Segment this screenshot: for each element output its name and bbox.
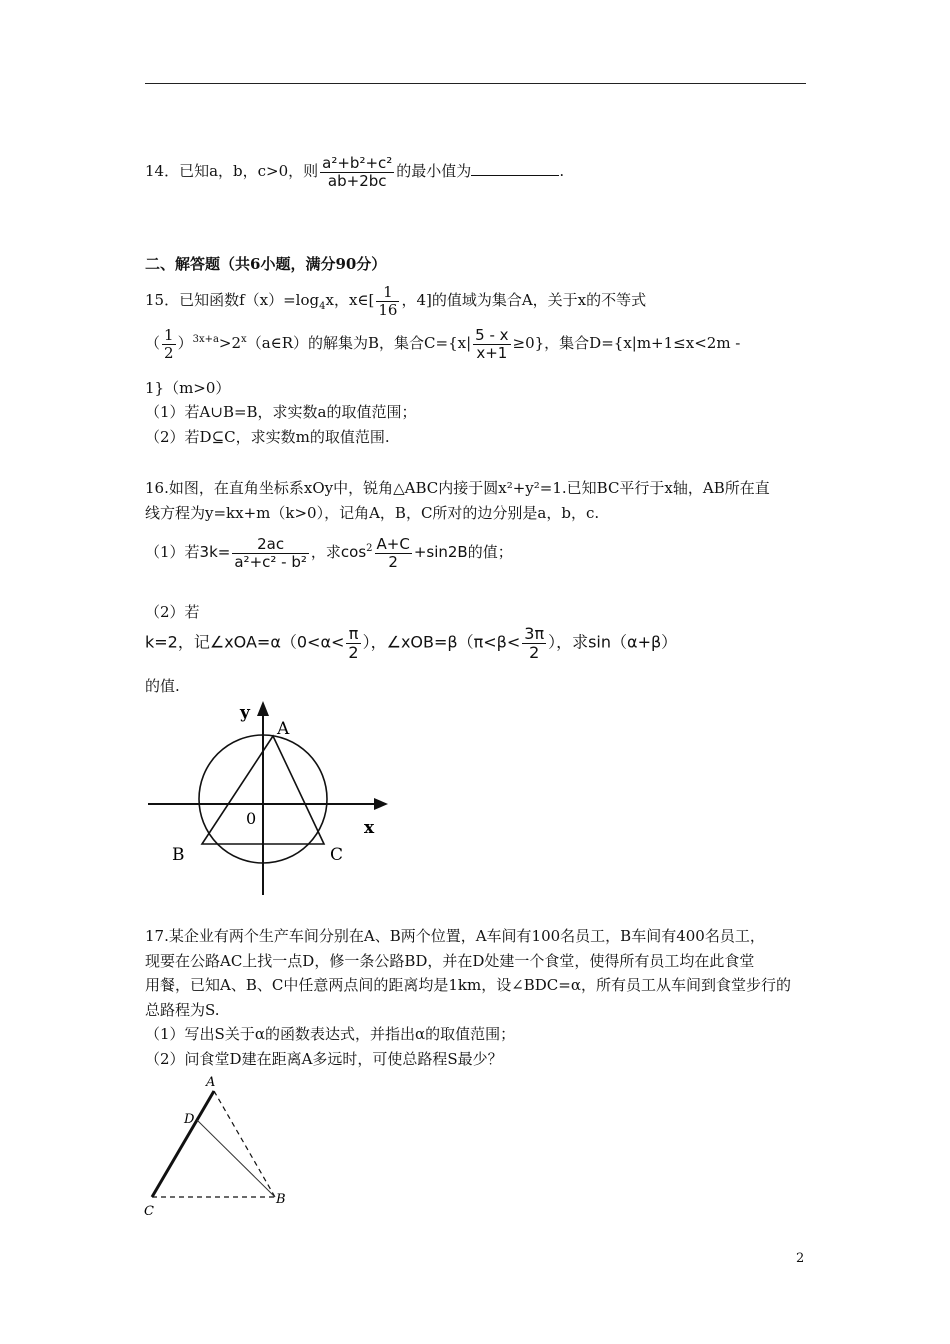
q14-denominator: ab+2bc: [327, 171, 387, 190]
q15-line-3: 1}（m>0）: [145, 379, 231, 397]
q17-line-4: 总路程为S.: [145, 1001, 220, 1019]
label-a: A: [277, 719, 290, 739]
q16-frac4-den: 2: [529, 642, 540, 662]
log-base: 4: [319, 301, 326, 312]
q16-frac1-den: a²+c² - b²: [234, 552, 307, 571]
q16-frac4-num: 3π: [524, 624, 545, 643]
segment-ab: [214, 1091, 275, 1197]
q15-fraction-2: [162, 327, 176, 361]
q16-part-1: [145, 536, 513, 570]
q15-exponent: 3x+a: [192, 334, 219, 345]
q15-line-2: [145, 327, 740, 361]
q14-numerator: a²+b²+c²: [322, 154, 393, 172]
q16-line-3: [145, 625, 677, 661]
q15-exponent-x: x: [241, 334, 247, 345]
y-axis-arrow: [257, 701, 269, 716]
q15-l2-c: >2: [218, 334, 242, 352]
q15-frac2-den: 2: [164, 343, 174, 362]
q16-p1-cos: ，求cos: [310, 543, 367, 561]
q16-l3-a: k=2，记∠xOA=α（0<α<: [145, 632, 345, 652]
road-bd: [197, 1120, 275, 1197]
label-c: C: [330, 845, 344, 865]
q15-text-a: 15．已知函数f（x）=log: [145, 291, 320, 309]
q15-frac2-num: 1: [164, 326, 174, 344]
label-x: x: [364, 818, 375, 838]
road-ac: [152, 1091, 214, 1197]
q17-line-3: 用餐，已知A、B、C中任意两点间的距离均是1km，设∠BDC=α，所有员工从车间到食堂步行的: [145, 976, 791, 994]
q16-p1-end: 的值；: [467, 543, 513, 561]
page-number: 2: [796, 1251, 805, 1266]
q15-text-c: ，4]的值域为集合A，关于x的不等式: [401, 291, 647, 309]
q15-frac3-num: 5 - x: [475, 326, 509, 344]
label-a: A: [206, 1075, 216, 1090]
answer-blank: [471, 161, 559, 176]
triangle-road-figure: [140, 1070, 300, 1220]
q14-fraction: [320, 155, 394, 189]
q16-l3-c: ），求sin（α+β）: [548, 632, 678, 652]
q16-frac3-den: 2: [348, 642, 359, 662]
q16-p1-exp: 2: [366, 543, 373, 554]
q15-frac3-den: x+1: [476, 343, 508, 362]
q17-line-2: 现要在公路AC上找一点D，修一条公路BD，并在D处建一个食堂，使得所有员工均在此食堂: [145, 952, 755, 970]
label-b: B: [172, 845, 185, 865]
q16-frac1-num: 2ac: [232, 536, 309, 554]
q16-frac2-den: 2: [388, 552, 398, 571]
q14-prefix: 14．已知a，b，c>0，则: [145, 162, 319, 180]
label-y: y: [240, 703, 250, 723]
label-origin: 0: [246, 809, 257, 828]
q15-l2-d: （a∈R）的解集为B，集合C={x|: [246, 334, 472, 352]
q16-fraction-3: [346, 625, 360, 661]
q15-part-2: （2）若D⊆C，求实数m的取值范围.: [145, 428, 390, 446]
q15-text-b: x，x∈[: [325, 291, 375, 309]
q16-line-1: 16.如图，在直角坐标系xOy中，锐角△ABC内接于圆x²+y²=1.已知BC平行于x轴，AB所在直: [145, 479, 770, 497]
q15-l2-e: ≥0}，集合D={x|m+1≤x<2m -: [512, 334, 741, 352]
q16-fraction-1: [232, 536, 309, 570]
q16-frac3-num: π: [346, 625, 360, 644]
q17-line-1: 17.某企业有两个生产车间分别在A、B两个位置，A车间有100名员工，B车间有400名员工，: [145, 927, 765, 945]
q16-p1-label: （1）若: [145, 543, 200, 561]
q15-line-1: [145, 284, 646, 318]
circle-triangle-figure: [140, 695, 400, 900]
q15-fraction-1: [376, 284, 399, 318]
section-title: 二、解答题（共6小题，满分90分）: [145, 255, 387, 273]
q16-line-4: 的值.: [145, 677, 180, 695]
q17-part-1: （1）写出S关于α的函数表达式，并指出α的取值范围；: [145, 1025, 516, 1043]
q16-fraction-2: [375, 536, 412, 570]
label-c: C: [144, 1204, 154, 1219]
q15-frac1-num: 1: [376, 284, 399, 302]
q15-frac1-den: 16: [378, 300, 398, 319]
q16-frac2-num: A+C: [376, 535, 410, 553]
q17-part-2: （2）问食堂D建在距离A多远时，可使总路程S最少？: [145, 1050, 503, 1068]
q16-l3-b: ），∠xOB=β（π<β<: [362, 632, 521, 652]
x-axis-arrow: [374, 798, 388, 810]
q15-l2-b: ）: [177, 334, 193, 352]
header-rule: [145, 83, 806, 84]
label-b: B: [276, 1192, 286, 1207]
q15-part-1: （1）若A∪B=B，求实数a的取值范围；: [145, 403, 417, 421]
label-d: D: [184, 1112, 195, 1127]
q14-end: .: [559, 162, 565, 180]
q14-suffix: 的最小值为: [396, 162, 472, 180]
q16-p1-sin: +sin2B: [413, 543, 468, 561]
q16-fraction-4: [522, 625, 546, 661]
q15-l2-a: （: [145, 334, 161, 352]
question-14: [145, 155, 564, 189]
q15-fraction-3: [473, 327, 510, 361]
q16-p1-lhs: 3k=: [199, 543, 231, 561]
q16-line-2: 线方程为y=kx+m（k>0），记角A，B，C所对的边分别是a，b，c.: [145, 504, 600, 522]
q16-part-2: （2）若: [145, 603, 200, 621]
